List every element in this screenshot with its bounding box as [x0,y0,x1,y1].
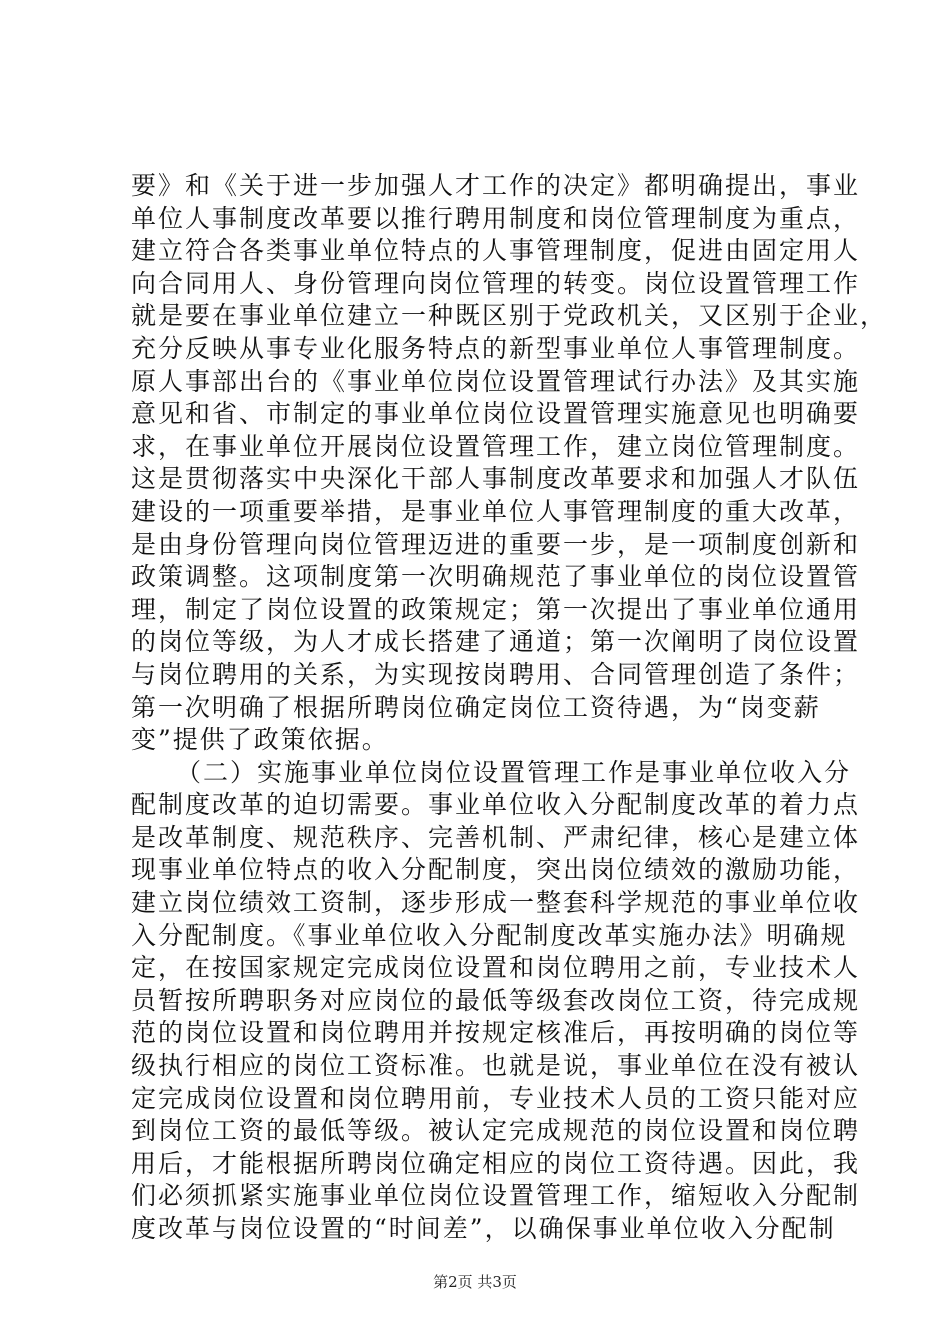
text-line: 要》和《关于进一步加强人才工作的决定》都明确提出，事业 [131,171,861,200]
text-line: 变”提供了政策依据。 [131,725,389,755]
text-line: 向合同用人、身份管理向岗位管理的转变。岗位设置管理工作 [131,268,861,298]
text-line: 建设的一项重要举措，是事业单位人事管理制度的重大改革， [131,496,861,526]
text-line: 建立岗位绩效工资制，逐步形成一整套科学规范的事业单位收 [131,888,861,918]
text-line: 是由身份管理向岗位管理迈进的重要一步，是一项制度创新和 [131,529,861,559]
text-line: 理，制定了岗位设置的政策规定；第一次提出了事业单位通用 [131,594,861,624]
text-line: 充分反映从事专业化服务特点的新型事业单位人事管理制度。 [131,333,861,363]
text-line: 级执行相应的岗位工资标准。也就是说，事业单位在没有被认 [131,1051,861,1081]
text-line: 范的岗位设置和岗位聘用并按规定核准后，再按明确的岗位等 [131,1018,861,1048]
text-line: 政策调整。这项制度第一次明确规范了事业单位的岗位设置管 [131,562,861,592]
text-line: 现事业单位特点的收入分配制度，突出岗位绩效的激励功能， [131,855,861,885]
text-line: 员暂按所聘职务对应岗位的最低等级套改岗位工资，待完成规 [131,985,861,1015]
text-line: 定完成岗位设置和岗位聘用前，专业技术人员的工资只能对应 [131,1083,861,1113]
page-footer: 第2页 共3页 [433,1273,517,1291]
text-line: 配制度改革的迫切需要。事业单位收入分配制度改革的着力点 [131,790,861,820]
text-line: 第一次明确了根据所聘岗位确定岗位工资待遇，为“岗变薪 [131,692,821,722]
text-line: 入分配制度。《事业单位收入分配制度改革实施办法》明确规 [131,920,848,950]
text-line: 就是要在事业单位建立一种既区别于党政机关，又区别于企业， [131,301,888,331]
text-line: 建立符合各类事业单位特点的人事管理制度，促进由固定用人 [131,236,861,266]
text-line: 求，在事业单位开展岗位设置管理工作，建立岗位管理制度。 [131,431,861,461]
text-line: 是改革制度、规范秩序、完善机制、严肃纪律，核心是建立体 [131,822,861,852]
text-line: 单位人事制度改革要以推行聘用制度和岗位管理制度为重点， [131,203,861,233]
text-line: 意见和省、市制定的事业单位岗位设置管理实施意见也明确要 [131,399,861,429]
text-line: 这是贯彻落实中央深化干部人事制度改革要求和加强人才队伍 [131,464,861,494]
text-line: 定，在按国家规定完成岗位设置和岗位聘用之前，专业技术人 [131,953,861,983]
text-line: 度改革与岗位设置的“时间差”，以确保事业单位收入分配制 [131,1214,836,1243]
text-line: 们必须抓紧实施事业单位岗位设置管理工作，缩短收入分配制 [131,1181,861,1211]
text-line: 原人事部出台的《事业单位岗位设置管理试行办法》及其实施 [131,366,861,396]
text-line: 到岗位工资的最低等级。被认定完成规范的岗位设置和岗位聘 [131,1116,861,1146]
text-line: 与岗位聘用的关系，为实现按岗聘用、合同管理创造了条件； [131,659,861,689]
document-body [131,170,888,1246]
text-line: 的岗位等级，为人才成长搭建了通道；第一次阐明了岗位设置 [131,627,861,657]
text-line: 用后，才能根据所聘岗位确定相应的岗位工资待遇。因此，我 [131,1148,861,1178]
paragraph-first-line: （二）实施事业单位岗位设置管理工作是事业单位收入分 [176,757,852,787]
